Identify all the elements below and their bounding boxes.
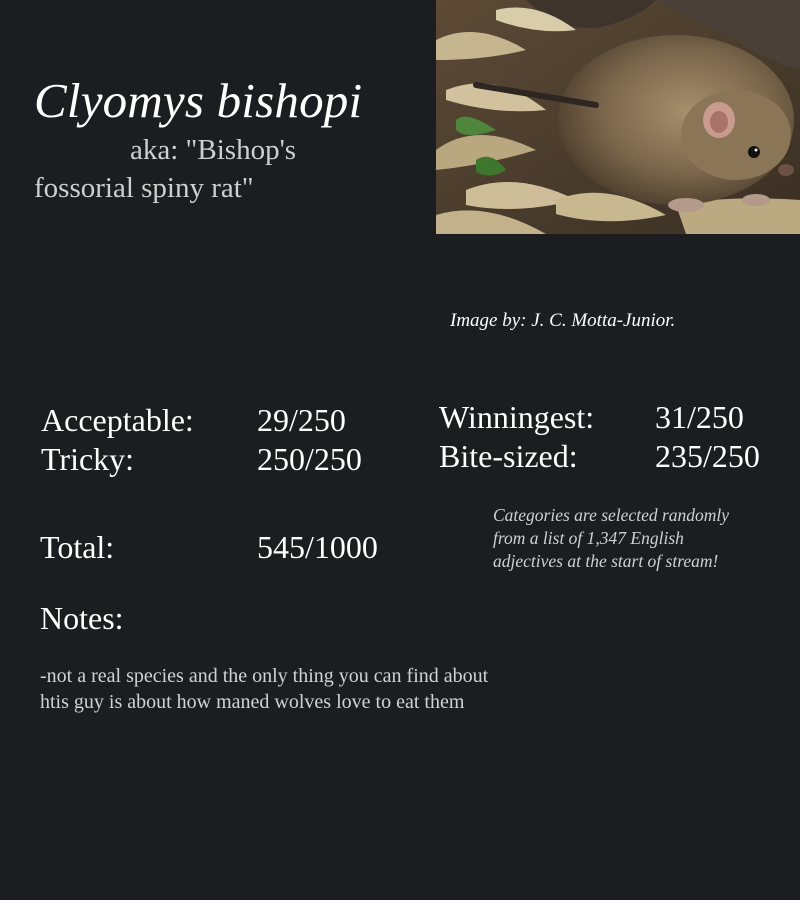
species-common-name-line1: aka: "Bishop's (130, 134, 297, 166)
total-value: 545/1000 (257, 529, 378, 565)
bite-sized-label: Bite-sized: (439, 438, 578, 474)
species-photo (436, 0, 800, 234)
winningest-value: 31/250 (655, 399, 744, 435)
winningest-label: Winningest: (439, 399, 595, 435)
acceptable-value: 29/250 (257, 402, 346, 438)
notes-heading: Notes: (40, 600, 124, 636)
image-credit: Image by: J. C. Motta-Junior. (450, 310, 676, 331)
species-common-name-line2: fossorial spiny rat" (34, 172, 254, 204)
tricky-label: Tricky: (41, 441, 135, 477)
acceptable-label: Acceptable: (41, 402, 194, 438)
total-label: Total: (40, 529, 115, 565)
bite-sized-value: 235/250 (655, 438, 760, 474)
notes-body: -not a real species and the only thing you can find about htis guy is about how maned wolves love to eat them (40, 665, 489, 713)
category-selection-note: Categories are selected randomly from a list of 1,347 English adjectives at the start of stream! (493, 505, 730, 571)
tricky-value: 250/250 (257, 441, 362, 477)
species-scientific-name: Clyomys bishopi (34, 73, 363, 128)
